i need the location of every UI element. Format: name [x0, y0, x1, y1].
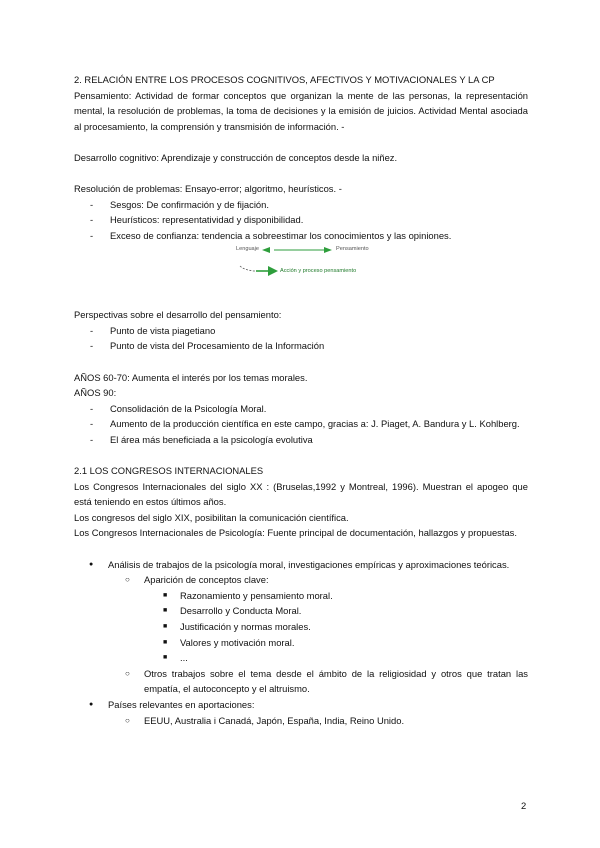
- analysis-sublist: [108, 572, 528, 697]
- resolucion-list: [74, 197, 528, 244]
- spacer: [74, 541, 528, 557]
- list-item: - Consolidación de la Psicología Moral.: [74, 401, 528, 417]
- list-item: - Punto de vista del Procesamiento de la Información: [74, 338, 528, 354]
- diagram-label-lenguaje: Lenguaje: [236, 245, 260, 252]
- countries-sublist: [108, 713, 528, 729]
- list-item: ■ Justificación y normas morales.: [144, 619, 528, 635]
- list-item: ○ EEUU, Australia i Canadá, Japón, España, India, Reino Unido.: [108, 713, 528, 729]
- congresos-paragraph-1: Los Congresos Internacionales del siglo XX : (Bruselas,1992 y Montreal, 1996). Muestran el apogeo que está teniendo en estos últimos años.: [74, 480, 528, 508]
- diagram-label-result: Acción y proceso pensamiento: [280, 267, 357, 274]
- document-page: [74, 72, 528, 728]
- list-item: [74, 697, 528, 728]
- anos90-list: [74, 401, 528, 448]
- list-item: ■ Desarrollo y Conducta Moral.: [144, 603, 528, 619]
- list-item: - Heurísticos: representatividad y disponibilidad.: [74, 212, 528, 228]
- list-item: ■ ...: [144, 650, 528, 666]
- spacer: [74, 292, 528, 308]
- desarrollo-paragraph: Desarrollo cognitivo: Aprendizaje y construcción de conceptos desde la niñez.: [74, 151, 398, 163]
- section-title: 2. RELACIÓN ENTRE LOS PROCESOS COGNITIVOS, AFECTIVOS Y MOTIVACIONALES Y LA CP: [74, 74, 495, 85]
- page-number: 2: [521, 800, 527, 811]
- perspectivas-list: [74, 323, 528, 354]
- congresos-paragraph-3: Los Congresos Internacionales de Psicología: Fuente principal de documentación, hallazgos y propuestas.: [74, 527, 517, 539]
- spacer: [74, 447, 528, 463]
- diagram-label-pensamiento: Pensamiento: [336, 245, 369, 252]
- list-item: - Sesgos: De confirmación y de fijación.: [74, 197, 528, 213]
- arrow-left-icon: [262, 247, 270, 253]
- list-item: ■ Razonamiento y pensamiento moral.: [144, 588, 528, 604]
- congresos-paragraph-2: Los congresos del siglo XIX, posibilitan la comunicación científica.: [74, 511, 349, 523]
- list-item: - Punto de vista piagetiano: [74, 323, 528, 339]
- thinking-diagram: [74, 244, 528, 292]
- list-item: - Aumento de la producción científica en este campo, gracias a: J. Piaget, A. Bandura y L. Kohlberg.: [74, 416, 528, 432]
- list-item: [74, 557, 528, 697]
- resolucion-paragraph: Resolución de problemas: Ensayo-error; algoritmo, heurísticos. -: [74, 183, 342, 195]
- spacer: [74, 166, 528, 182]
- pensamiento-paragraph: Pensamiento: Actividad de formar conceptos que organizan la mente de las personas, la representación mental, la resolución de problemas, la toma de decisiones y la emisión de juicios. Actividad Mental asociada al procesamiento, la comprensión y transmisión de información. -: [74, 89, 528, 132]
- perspectivas-paragraph: Perspectivas sobre el desarrollo del pensamiento:: [74, 309, 282, 321]
- anos90-heading: AÑOS 90:: [74, 387, 117, 399]
- bullet-text: Análisis de trabajos de la psicología moral, investigaciones empíricas y aproximaciones teóricas.: [108, 558, 510, 570]
- arrow-right-icon: [268, 266, 278, 276]
- list-item: - El área más beneficiada a la psicología evolutiva: [74, 432, 528, 448]
- list-item: ■ Valores y motivación moral.: [144, 635, 528, 651]
- spacer: [74, 354, 528, 370]
- list-item: - Exceso de confianza: tendencia a sobreestimar los conocimientos y las opiniones.: [74, 228, 528, 244]
- concepts-list: [144, 588, 528, 666]
- spacer: [74, 134, 528, 150]
- list-item: ○ Otros trabajos sobre el tema desde el ámbito de la religiosidad y otros que tratan las empatía, el autoconcepto y el altruismo.: [108, 666, 528, 697]
- subsection-title: 2.1 LOS CONGRESOS INTERNACIONALES: [74, 465, 264, 477]
- bullet-text: Aparición de conceptos clave:: [144, 574, 269, 586]
- anos6070-paragraph: AÑOS 60-70: Aumenta el interés por los temas morales.: [74, 371, 308, 383]
- bullet-text: Países relevantes en aportaciones:: [108, 698, 255, 710]
- arrow-right-icon: [324, 247, 332, 253]
- congresos-bullet-list: [74, 557, 528, 729]
- list-item: [108, 572, 528, 666]
